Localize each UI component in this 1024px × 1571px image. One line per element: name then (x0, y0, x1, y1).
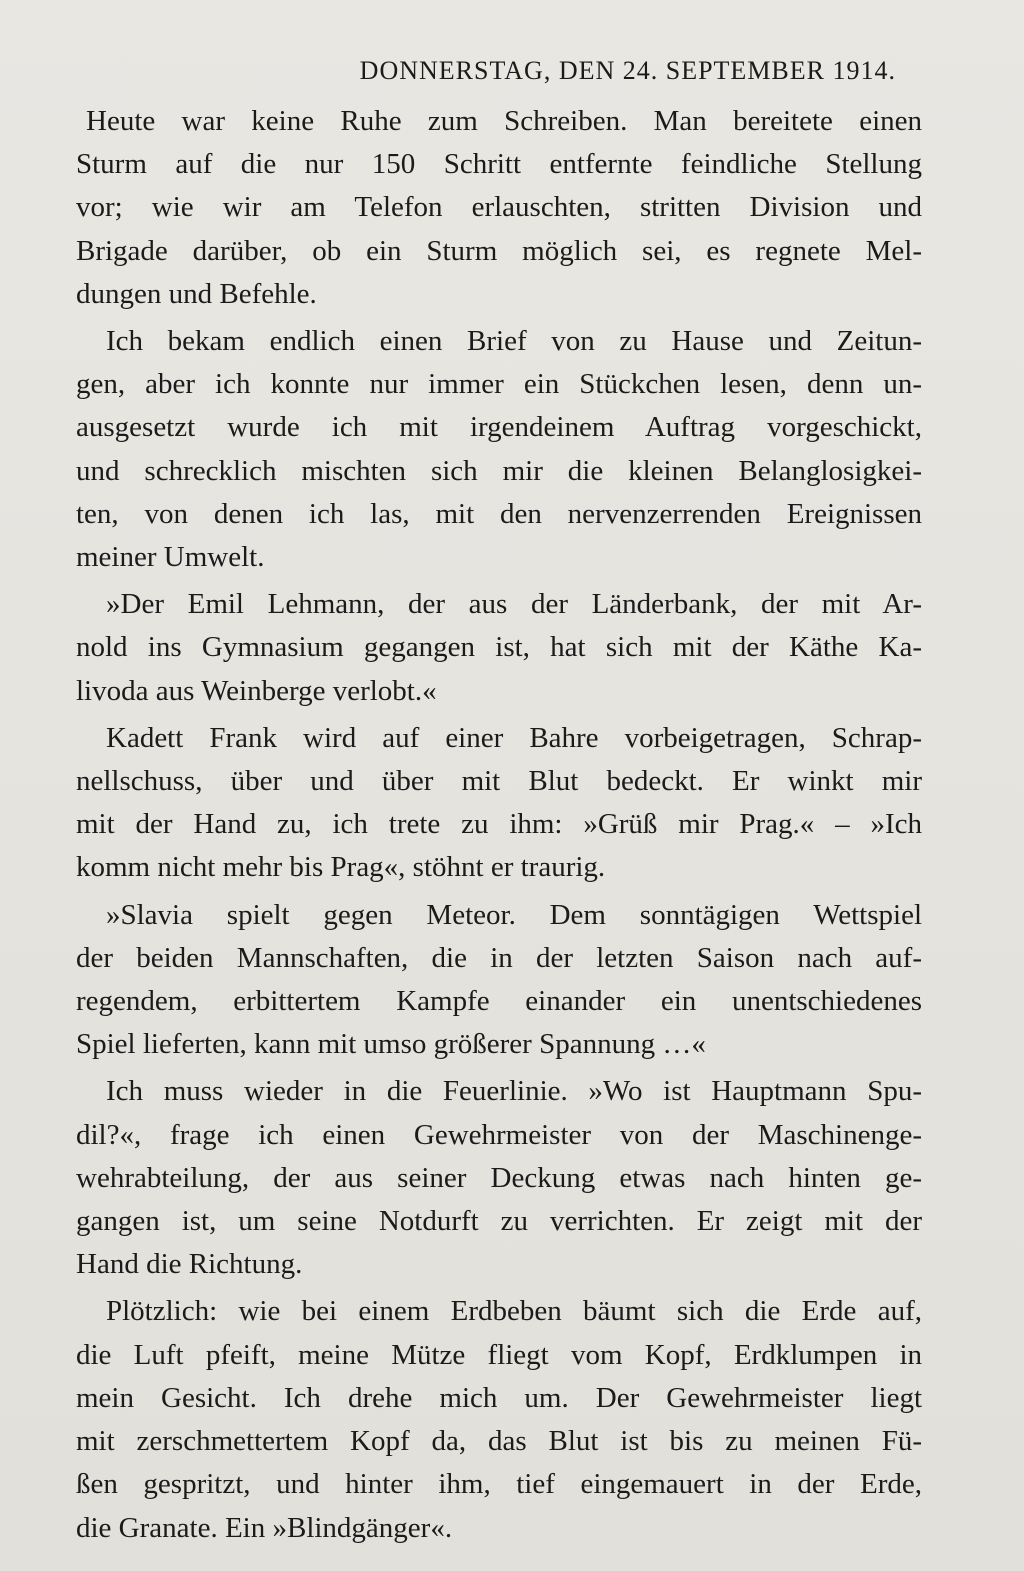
text-line: mit der Hand zu, ich trete zu ihm: »Grüß mir Prag.« – »Ich (76, 808, 922, 841)
text-line: Ich muss wieder in die Feuerlinie. »Wo ist Hauptmann Spu- (106, 1075, 922, 1108)
text-line: Brigade darüber, ob ein Sturm möglich sei, es regnete Mel- (76, 234, 922, 267)
text-line: vor; wie wir am Telefon erlauschten, stritten Division und (76, 191, 922, 224)
text-line: Kadett Frank wird auf einer Bahre vorbeigetragen, Schrap- (106, 721, 922, 754)
paragraph (76, 320, 922, 579)
paragraph (76, 583, 922, 713)
text-line: regendem, erbittertem Kampfe einander ein unentschiedenes (76, 985, 922, 1018)
text-line: ausgesetzt wurde ich mit irgendeinem Auftrag vorgeschickt, (76, 411, 922, 444)
paragraph (76, 1070, 922, 1286)
text-line: nold ins Gymnasium gegangen ist, hat sich mit der Käthe Ka- (76, 631, 922, 664)
text-line: Ich bekam endlich einen Brief von zu Hause und Zeitun- (106, 325, 922, 358)
text-line: nellschuss, über und über mit Blut bedeckt. Er winkt mir (76, 765, 922, 798)
page-heading: DONNERSTAG, DEN 24. SEPTEMBER 1914. (359, 56, 896, 85)
text-line: ßen gespritzt, und hinter ihm, tief eingemauert in der Erde, (76, 1468, 922, 1501)
text-line: dil?«, frage ich einen Gewehrmeister von der Maschinenge- (76, 1118, 922, 1151)
text-line: Sturm auf die nur 150 Schritt entfernte feindliche Stellung (76, 148, 922, 181)
paragraph (76, 1290, 922, 1548)
text-line: die Luft pfeift, meine Mütze fliegt vom Kopf, Erdklumpen in (76, 1338, 922, 1371)
text-line: der beiden Mannschaften, die in der letzten Saison nach auf- (76, 941, 922, 974)
text-line: wehrabteilung, der aus seiner Deckung etwas nach hinten ge- (76, 1161, 922, 1194)
text-line: mit zerschmettertem Kopf da, das Blut ist bis zu meinen Fü- (76, 1425, 922, 1458)
text-line: meiner Umwelt. (76, 541, 265, 574)
text-line: livoda aus Weinberge verlobt.« (76, 674, 437, 707)
text-line: dungen und Befehle. (76, 277, 317, 310)
text-line: gangen ist, um seine Notdurft zu verrichten. Er zeigt mit der (76, 1205, 922, 1238)
text-line: ten, von denen ich las, mit den nervenzerrenden Ereignissen (76, 497, 922, 530)
paragraph (76, 717, 922, 890)
text-line: mein Gesicht. Ich drehe mich um. Der Gewehrmeister liegt (76, 1381, 922, 1414)
text-line: »Slavia spielt gegen Meteor. Dem sonntägigen Wettspiel (106, 898, 922, 931)
paragraph (76, 894, 922, 1067)
text-line: Hand die Richtung. (76, 1248, 303, 1281)
paragraph (76, 100, 922, 316)
text-line: gen, aber ich konnte nur immer ein Stückchen lesen, denn un- (76, 368, 922, 401)
text-line: Heute war keine Ruhe zum Schreiben. Man bereitete einen (86, 105, 922, 137)
text-line: die Granate. Ein »Blindgänger«. (76, 1511, 453, 1544)
body-text (76, 100, 922, 1548)
text-line: »Der Emil Lehmann, der aus der Länderbank, der mit Ar- (106, 588, 922, 621)
text-line: Spiel lieferten, kann mit umso größerer Spannung …« (76, 1028, 706, 1061)
book-page (76, 48, 922, 1548)
text-line: und schrecklich mischten sich mir die kleinen Belanglosigkei- (76, 454, 922, 487)
text-line: komm nicht mehr bis Prag«, stöhnt er traurig. (76, 851, 606, 884)
text-line: Plötzlich: wie bei einem Erdbeben bäumt sich die Erde auf, (106, 1295, 922, 1328)
